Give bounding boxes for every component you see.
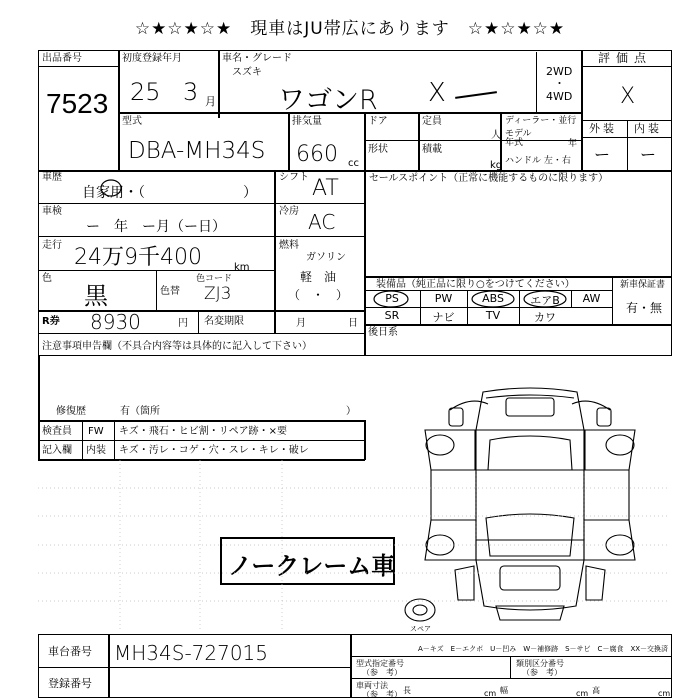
handle-label: ハンドル 左・右 (505, 156, 571, 166)
warranty-label: 新車保証書 (620, 280, 666, 290)
inspection-value: ー 年 ー月（ー日） (86, 219, 226, 235)
equip-tv: TV (485, 309, 501, 322)
load-unit: kg (490, 160, 503, 171)
equip-abs: ABS (482, 292, 504, 305)
mileage-label: 走行 (42, 240, 62, 251)
repair-end: ） (346, 406, 356, 417)
inspector-label: 検査員 (42, 426, 72, 437)
color-change-label: 色替 (160, 286, 180, 297)
recycle-label: R券 (42, 316, 60, 327)
doors-label: ドア (368, 116, 388, 127)
color-label: 色 (42, 273, 52, 284)
dims-label: 車両寸法 (356, 681, 388, 690)
no-claim-text: ノークレーム車 (228, 552, 396, 580)
dims-length: 長 (403, 686, 411, 695)
first-registration-label: 初度登録年月 (122, 53, 182, 64)
shape-label: 形状 (368, 144, 388, 155)
recycle-value: 8930 (90, 310, 141, 334)
repair-label: 修復歴 (56, 406, 86, 417)
capacity-label: 定員 (422, 116, 442, 127)
shift-value: AT (312, 176, 339, 201)
name-change-label: 名変期限 (204, 316, 244, 327)
equip-airbag: エアB (530, 294, 560, 307)
interior-check-label: 内装 (86, 445, 106, 456)
equip-pw: PW (434, 292, 453, 305)
registration-month: 3 (183, 78, 199, 106)
history-value: 自家用・（ ） (82, 185, 257, 201)
class-spec-label: 類別区分番号 (516, 659, 564, 668)
color-value: 黒 (84, 282, 108, 310)
vehicle-maker: スズキ (232, 67, 262, 78)
repair-value: 有（箇所 (120, 406, 160, 417)
lot-number-value: 7523 (46, 88, 109, 119)
ac-label: 冷房 (279, 206, 299, 217)
model-spec-sub: （参 考） (362, 668, 402, 677)
model-type-label: 型式 (122, 116, 142, 127)
equip-sr: SR (384, 309, 400, 322)
drive-4wd: 4WD (546, 90, 573, 103)
vehicle-grade: X (428, 78, 446, 108)
model-spec-label: 型式指定番号 (356, 659, 404, 668)
capacity-unit: 人 (491, 130, 501, 141)
rating-value: X (620, 84, 636, 109)
equipment-label: 装備品（純正品に限り○をつけてください） (376, 279, 575, 290)
color-code-label: 色コード (196, 274, 233, 284)
name-change-day: 日 (348, 318, 358, 329)
fuel-gasoline: ガソリン (306, 252, 346, 263)
entry-label: 記入欄 (42, 445, 72, 456)
damage-legend: A－キズ E－エクボ U－凹み W－補修跡 S－サビ C－腐食 XX－交換済 (418, 645, 669, 653)
chassis-label: 車台番号 (48, 645, 92, 658)
dims-sub: （参 考） (362, 690, 402, 699)
mileage-value: 24万9千400 (74, 245, 202, 270)
spare-label: スペア (410, 625, 431, 633)
equip-aw: AW (582, 292, 601, 305)
rear-seat-label: 後日系 (368, 327, 398, 338)
model-type-value: DBA-MH34S (128, 138, 266, 164)
fuel-label: 燃料 (279, 240, 299, 251)
dims-height-unit: cm (658, 689, 671, 698)
history-label: 車歴 (42, 172, 62, 183)
mileage-unit: km (234, 262, 250, 273)
dims-length-unit: cm (484, 689, 497, 698)
notes-label: 注意事項申告欄（不具合内容等は具体的に記入して下さい） (42, 341, 312, 352)
registration-month-unit: 月 (205, 95, 216, 108)
vehicle-model-name: ワゴンR (278, 85, 378, 116)
warranty-value: 有・無 (626, 301, 663, 315)
fw-text: キズ・飛石・ヒビ割・リペア跡・×要 (119, 426, 287, 437)
class-spec-sub: （参 考） (522, 668, 562, 677)
equip-ps: PS (385, 292, 399, 305)
exterior-grade: ー (594, 145, 611, 164)
ac-value: AC (308, 210, 336, 234)
reg-number-label: 登録番号 (48, 677, 92, 690)
interior-label: 内装 (634, 122, 662, 135)
displacement-unit: cc (348, 158, 359, 169)
fw-label: FW (88, 426, 104, 437)
displacement-value: 660 (296, 142, 338, 167)
equip-leather: カワ (534, 311, 556, 324)
drive-2wd: 2WD (546, 65, 573, 78)
load-label: 積載 (422, 144, 442, 155)
fuel-diesel: 軽 油 (300, 270, 337, 284)
lot-number-label: 出品番号 (42, 53, 82, 64)
dealer-label: ディーラー・並行 (505, 116, 577, 126)
model-year-label: モデル 年式 (505, 129, 532, 148)
recycle-unit: 円 (178, 318, 188, 329)
dims-width: 幅 (500, 686, 508, 695)
name-change-month: 月 (296, 318, 306, 329)
vehicle-name-label: 車名・グレード (222, 53, 292, 64)
registration-year: 25 (130, 78, 161, 106)
inspection-label: 車検 (42, 206, 62, 217)
rating-label: 評価点 (598, 51, 653, 65)
drive-dot: ・ (554, 77, 565, 90)
dims-width-unit: cm (576, 689, 589, 698)
equip-navi: ナビ (432, 311, 455, 324)
interior-check-text: キズ・汚レ・コゲ・穴・スレ・キレ・破レ (119, 445, 309, 456)
fuel-other: （ ・ ） (288, 288, 349, 302)
chassis-value: MH34S-727015 (114, 641, 269, 665)
interior-grade: ー (640, 145, 657, 164)
model-year-unit: 年 (568, 139, 578, 149)
page-banner: ☆★☆★☆★ 現車はJU帯広にあります ☆★☆★☆★ (134, 19, 566, 39)
exterior-label: 外装 (589, 122, 617, 135)
color-code-value: ZJ3 (204, 284, 232, 304)
sales-point-label: セールスポイント（正常に機能するものに限ります） (369, 173, 609, 184)
shift-label: シフト (279, 172, 309, 183)
dims-height: 高 (592, 686, 600, 695)
displacement-label: 排気量 (292, 116, 322, 127)
